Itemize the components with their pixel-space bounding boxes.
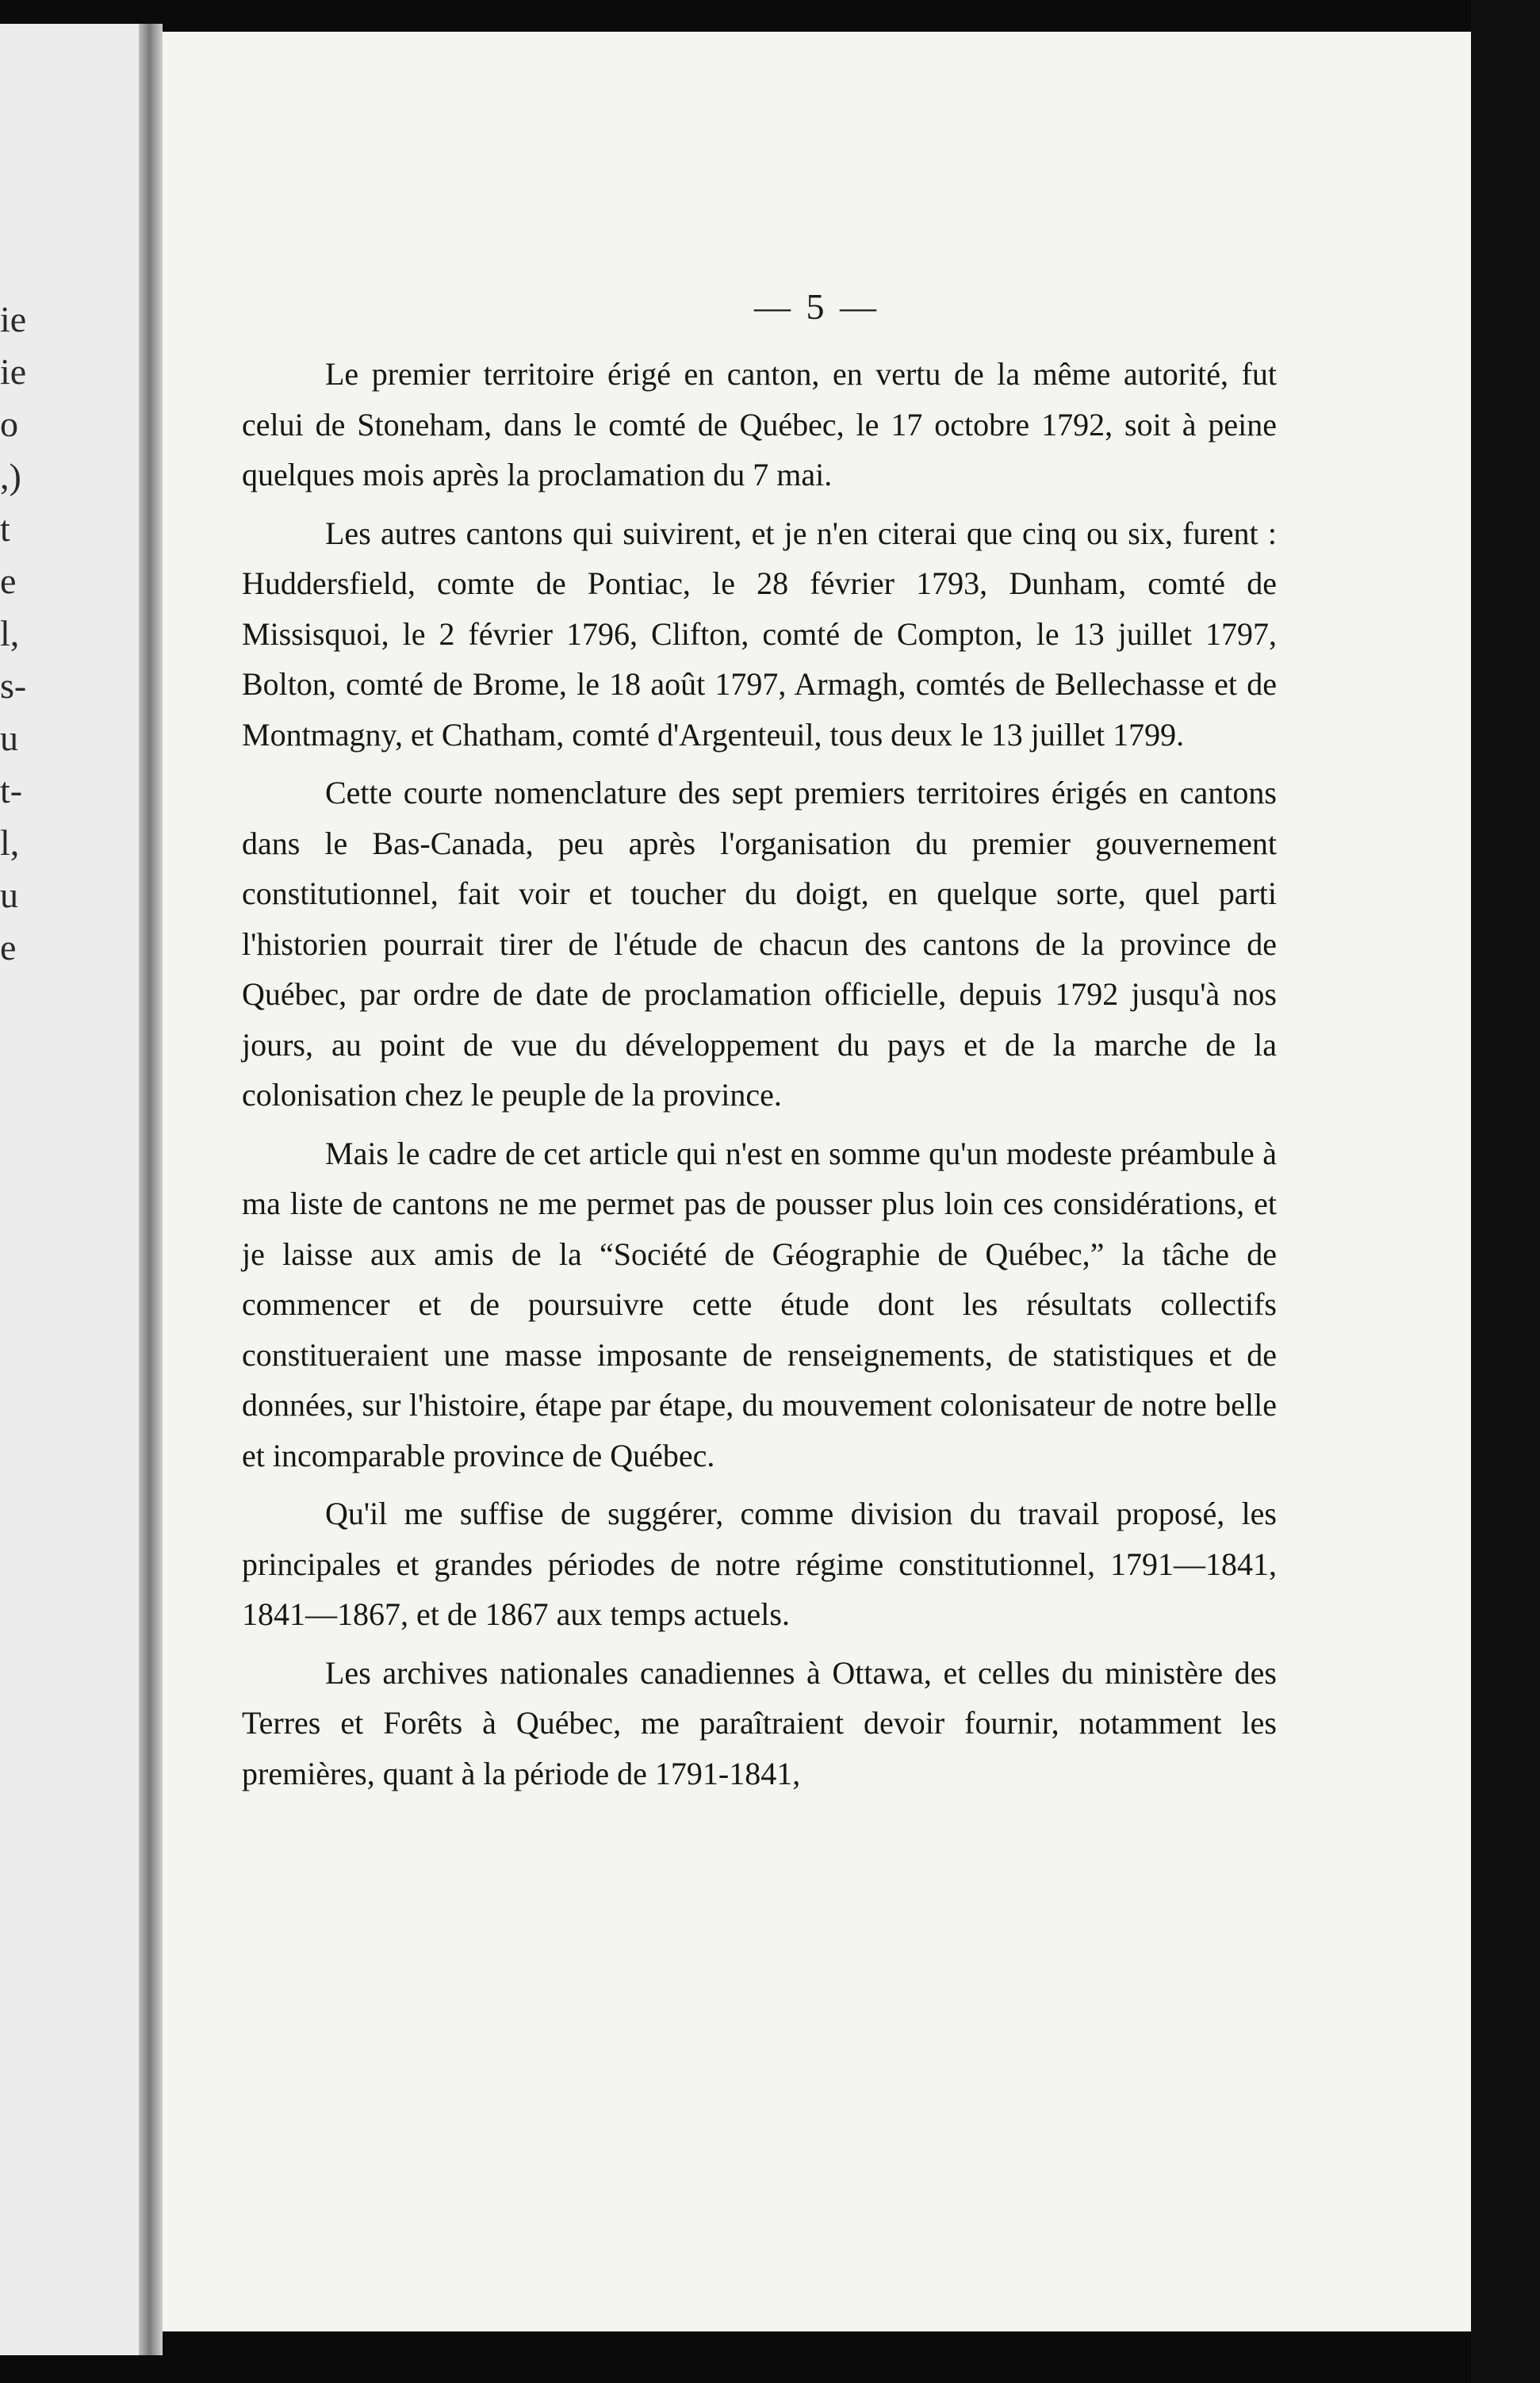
paragraph: Le premier territoire érigé en canton, en vertu de la même autorité, fut celui de Stoneham, dans le comté de Québec, le 17 octobre 1792, soit à peine quelques mois après la proclamation du 7 mai. [242, 356, 1277, 492]
fragment-line: l, [0, 613, 20, 653]
facing-page-edge [0, 24, 139, 2355]
paragraph: Mais le cadre de cet article qui n'est en somme qu'un modeste préambule à ma liste de cantons ne me permet pas de pousser plus loin ces considérations, et je laisse aux amis de la “Société de Géographie de Québec,” la tâche de commencer et de poursuivre cette étude dont les résultats collectifs constitueraient une masse imposante de renseignements, de statistiques et de données, sur l'histoire, étape par étape, du mouvement colonisateur de notre belle et incomparable province de Québec. [242, 1135, 1277, 1473]
fragment-line: t- [0, 770, 23, 810]
facing-page-text-fragments [0, 293, 32, 974]
fragment-line: e [0, 561, 17, 601]
fragment-line: ,) [0, 456, 21, 496]
document-page [163, 32, 1471, 2331]
fragment-line: e [0, 927, 17, 967]
paragraph: Qu'il me suffise de suggérer, comme division du travail proposé, les principales et grandes périodes de notre régime constitutionnel, 1791—1841, 1841—1867, et de 1867 aux temps actuels. [242, 1496, 1277, 1632]
fragment-line: t [0, 508, 10, 549]
paragraph: Cette courte nomenclature des sept premiers territoires érigés en cantons dans le Bas-Canada, peu après l'organisation du premier gouvernement constitutionnel, fait voir et toucher du doigt, en quelque sorte, quel parti l'historien pourrait tirer de l'étude de chacun des cantons de la province de Québec, par ordre de date de proclamation officielle, depuis 1792 jusqu'à nos jours, au point de vue du développement du pays et de la marche de la colonisation chez le peuple de la province. [242, 775, 1277, 1113]
fragment-line: l, [0, 822, 20, 863]
paragraph: Les autres cantons qui suivirent, et je n'en citerai que cinq ou six, furent : Huddersfield, comte de Pontiac, le 28 février 1793, Dunham, comté de Missisquoi, le 2 février 1796, Clifton, comté de Compton, le 13 juillet 1797, Bolton, comté de Brome, le 18 août 1797, Armagh, comtés de Bellechasse et de Montmagny, et Chatham, comté d'Argenteuil, tous deux le 13 juillet 1799. [242, 515, 1277, 753]
scan-background [1471, 0, 1540, 2383]
fragment-line: o [0, 404, 18, 444]
page-number: — 5 — [754, 286, 879, 327]
book-gutter [139, 24, 163, 2355]
fragment-line: u [0, 718, 18, 758]
fragment-line: u [0, 875, 18, 915]
fragment-line: ie [0, 351, 27, 392]
body-text [242, 349, 1277, 1799]
fragment-line: s- [0, 665, 27, 706]
fragment-line: ie [0, 299, 27, 339]
paragraph: Les archives nationales canadiennes à Ottawa, et celles du ministère des Terres et Forêts à Québec, me paraîtraient devoir fournir, notamment les premières, quant à la période de 1791-1841, [242, 1654, 1277, 1791]
